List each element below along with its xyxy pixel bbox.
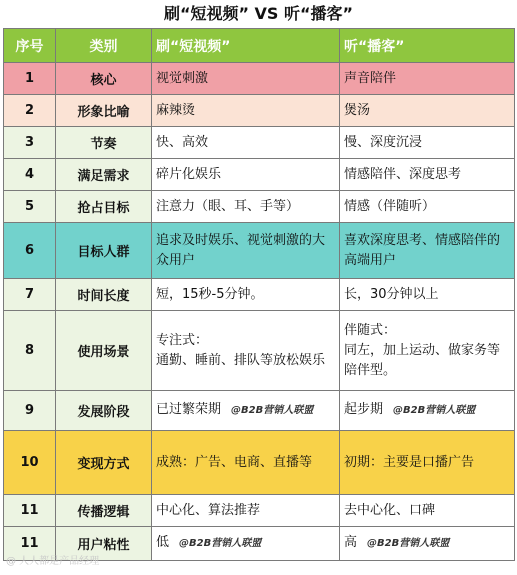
row-index: 3 xyxy=(4,127,56,159)
header-index: 序号 xyxy=(4,29,56,63)
short-video-text: 中心化、算法推荐 xyxy=(156,502,261,518)
podcast-text: 高 xyxy=(344,535,358,550)
row-index: 9 xyxy=(4,391,56,431)
table-row xyxy=(4,63,515,95)
row-category: 核心 xyxy=(56,63,152,95)
podcast-cell xyxy=(340,279,515,311)
podcast-cell xyxy=(340,223,515,279)
header-podcast: 听“播客” xyxy=(340,29,515,63)
table-header-row xyxy=(4,29,515,63)
podcast-text: 情感陪伴、深度思考 xyxy=(344,166,462,182)
row-category: 使用场景 xyxy=(56,311,152,391)
table-body xyxy=(4,63,515,561)
table-row xyxy=(4,95,515,127)
row-category: 节奏 xyxy=(56,127,152,159)
table-row xyxy=(4,391,515,431)
short-video-text: 专注式： 通勤、睡前、排队等放松娱乐 xyxy=(156,332,326,368)
short-video-text: 碎片化娱乐 xyxy=(156,166,222,182)
short-video-cell xyxy=(152,279,340,311)
podcast-text: 情感（伴随听） xyxy=(344,198,436,214)
podcast-text: 初期：主要是口播广告 xyxy=(344,454,475,470)
podcast-cell xyxy=(340,431,515,495)
short-video-cell xyxy=(152,63,340,95)
short-video-cell xyxy=(152,527,340,561)
short-video-text: 注意力（眼、耳、手等） xyxy=(156,198,300,214)
table-row xyxy=(4,311,515,391)
podcast-cell xyxy=(340,391,515,431)
row-category: 传播逻辑 xyxy=(56,495,152,527)
podcast-cell xyxy=(340,159,515,191)
row-category: 满足需求 xyxy=(56,159,152,191)
table-row xyxy=(4,159,515,191)
row-index: 11 xyxy=(4,527,56,561)
podcast-cell xyxy=(340,95,515,127)
podcast-text: 喜欢深度思考、情感陪伴的高端用户 xyxy=(344,232,501,268)
row-index: 11 xyxy=(4,495,56,527)
watermark-text: @B2B营销人联盟 xyxy=(231,405,314,416)
table-row xyxy=(4,191,515,223)
row-category: 变现方式 xyxy=(56,431,152,495)
short-video-cell xyxy=(152,127,340,159)
podcast-text: 伴随式： 同左，加上运动、做家务等陪伴型。 xyxy=(344,322,501,378)
watermark-text: @B2B营销人联盟 xyxy=(179,538,262,549)
corner-watermark: @ 人人都是产品经理 xyxy=(6,556,100,567)
podcast-cell xyxy=(340,127,515,159)
table-row xyxy=(4,495,515,527)
row-category: 时间长度 xyxy=(56,279,152,311)
podcast-cell xyxy=(340,311,515,391)
page-title: 刷“短视频” VS 听“播客” xyxy=(163,4,354,23)
comparison-table xyxy=(3,28,515,561)
podcast-text: 煲汤 xyxy=(344,102,371,118)
short-video-text: 视觉刺激 xyxy=(156,70,209,86)
row-category: 抢占目标 xyxy=(56,191,152,223)
short-video-cell xyxy=(152,311,340,391)
short-video-text: 已过繁荣期 xyxy=(156,402,222,417)
row-index: 1 xyxy=(4,63,56,95)
short-video-text: 追求及时娱乐、视觉刺激的大众用户 xyxy=(156,232,326,268)
short-video-text: 成熟：广告、电商、直播等 xyxy=(156,454,313,470)
row-category: 目标人群 xyxy=(56,223,152,279)
short-video-cell xyxy=(152,391,340,431)
podcast-text: 起步期 xyxy=(344,402,384,417)
row-index: 4 xyxy=(4,159,56,191)
podcast-cell xyxy=(340,527,515,561)
watermark-text: @B2B营销人联盟 xyxy=(393,405,476,416)
watermark-text: @B2B营销人联盟 xyxy=(367,538,450,549)
row-category: 用户粘性 xyxy=(56,527,152,561)
short-video-text: 麻辣烫 xyxy=(156,102,196,118)
short-video-cell xyxy=(152,495,340,527)
podcast-text: 声音陪伴 xyxy=(344,70,397,86)
row-index: 8 xyxy=(4,311,56,391)
short-video-text: 快、高效 xyxy=(156,134,209,150)
table-row xyxy=(4,431,515,495)
podcast-text: 长，30分钟以上 xyxy=(344,286,439,302)
short-video-text: 低 xyxy=(156,535,170,550)
podcast-cell xyxy=(340,495,515,527)
row-index: 10 xyxy=(4,431,56,495)
row-index: 7 xyxy=(4,279,56,311)
header-category: 类别 xyxy=(56,29,152,63)
short-video-cell xyxy=(152,431,340,495)
podcast-cell xyxy=(340,191,515,223)
short-video-cell xyxy=(152,191,340,223)
row-index: 5 xyxy=(4,191,56,223)
podcast-text: 慢、深度沉浸 xyxy=(344,134,423,150)
table-row xyxy=(4,279,515,311)
podcast-text: 去中心化、口碑 xyxy=(344,502,436,518)
row-category: 形象比喻 xyxy=(56,95,152,127)
short-video-cell xyxy=(152,95,340,127)
podcast-cell xyxy=(340,63,515,95)
row-index: 2 xyxy=(4,95,56,127)
row-index: 6 xyxy=(4,223,56,279)
row-category: 发展阶段 xyxy=(56,391,152,431)
table-row xyxy=(4,127,515,159)
short-video-cell xyxy=(152,159,340,191)
table-row xyxy=(4,223,515,279)
header-short-video: 刷“短视频” xyxy=(152,29,340,63)
short-video-text: 短，15秒-5分钟。 xyxy=(156,286,264,302)
short-video-cell xyxy=(152,223,340,279)
